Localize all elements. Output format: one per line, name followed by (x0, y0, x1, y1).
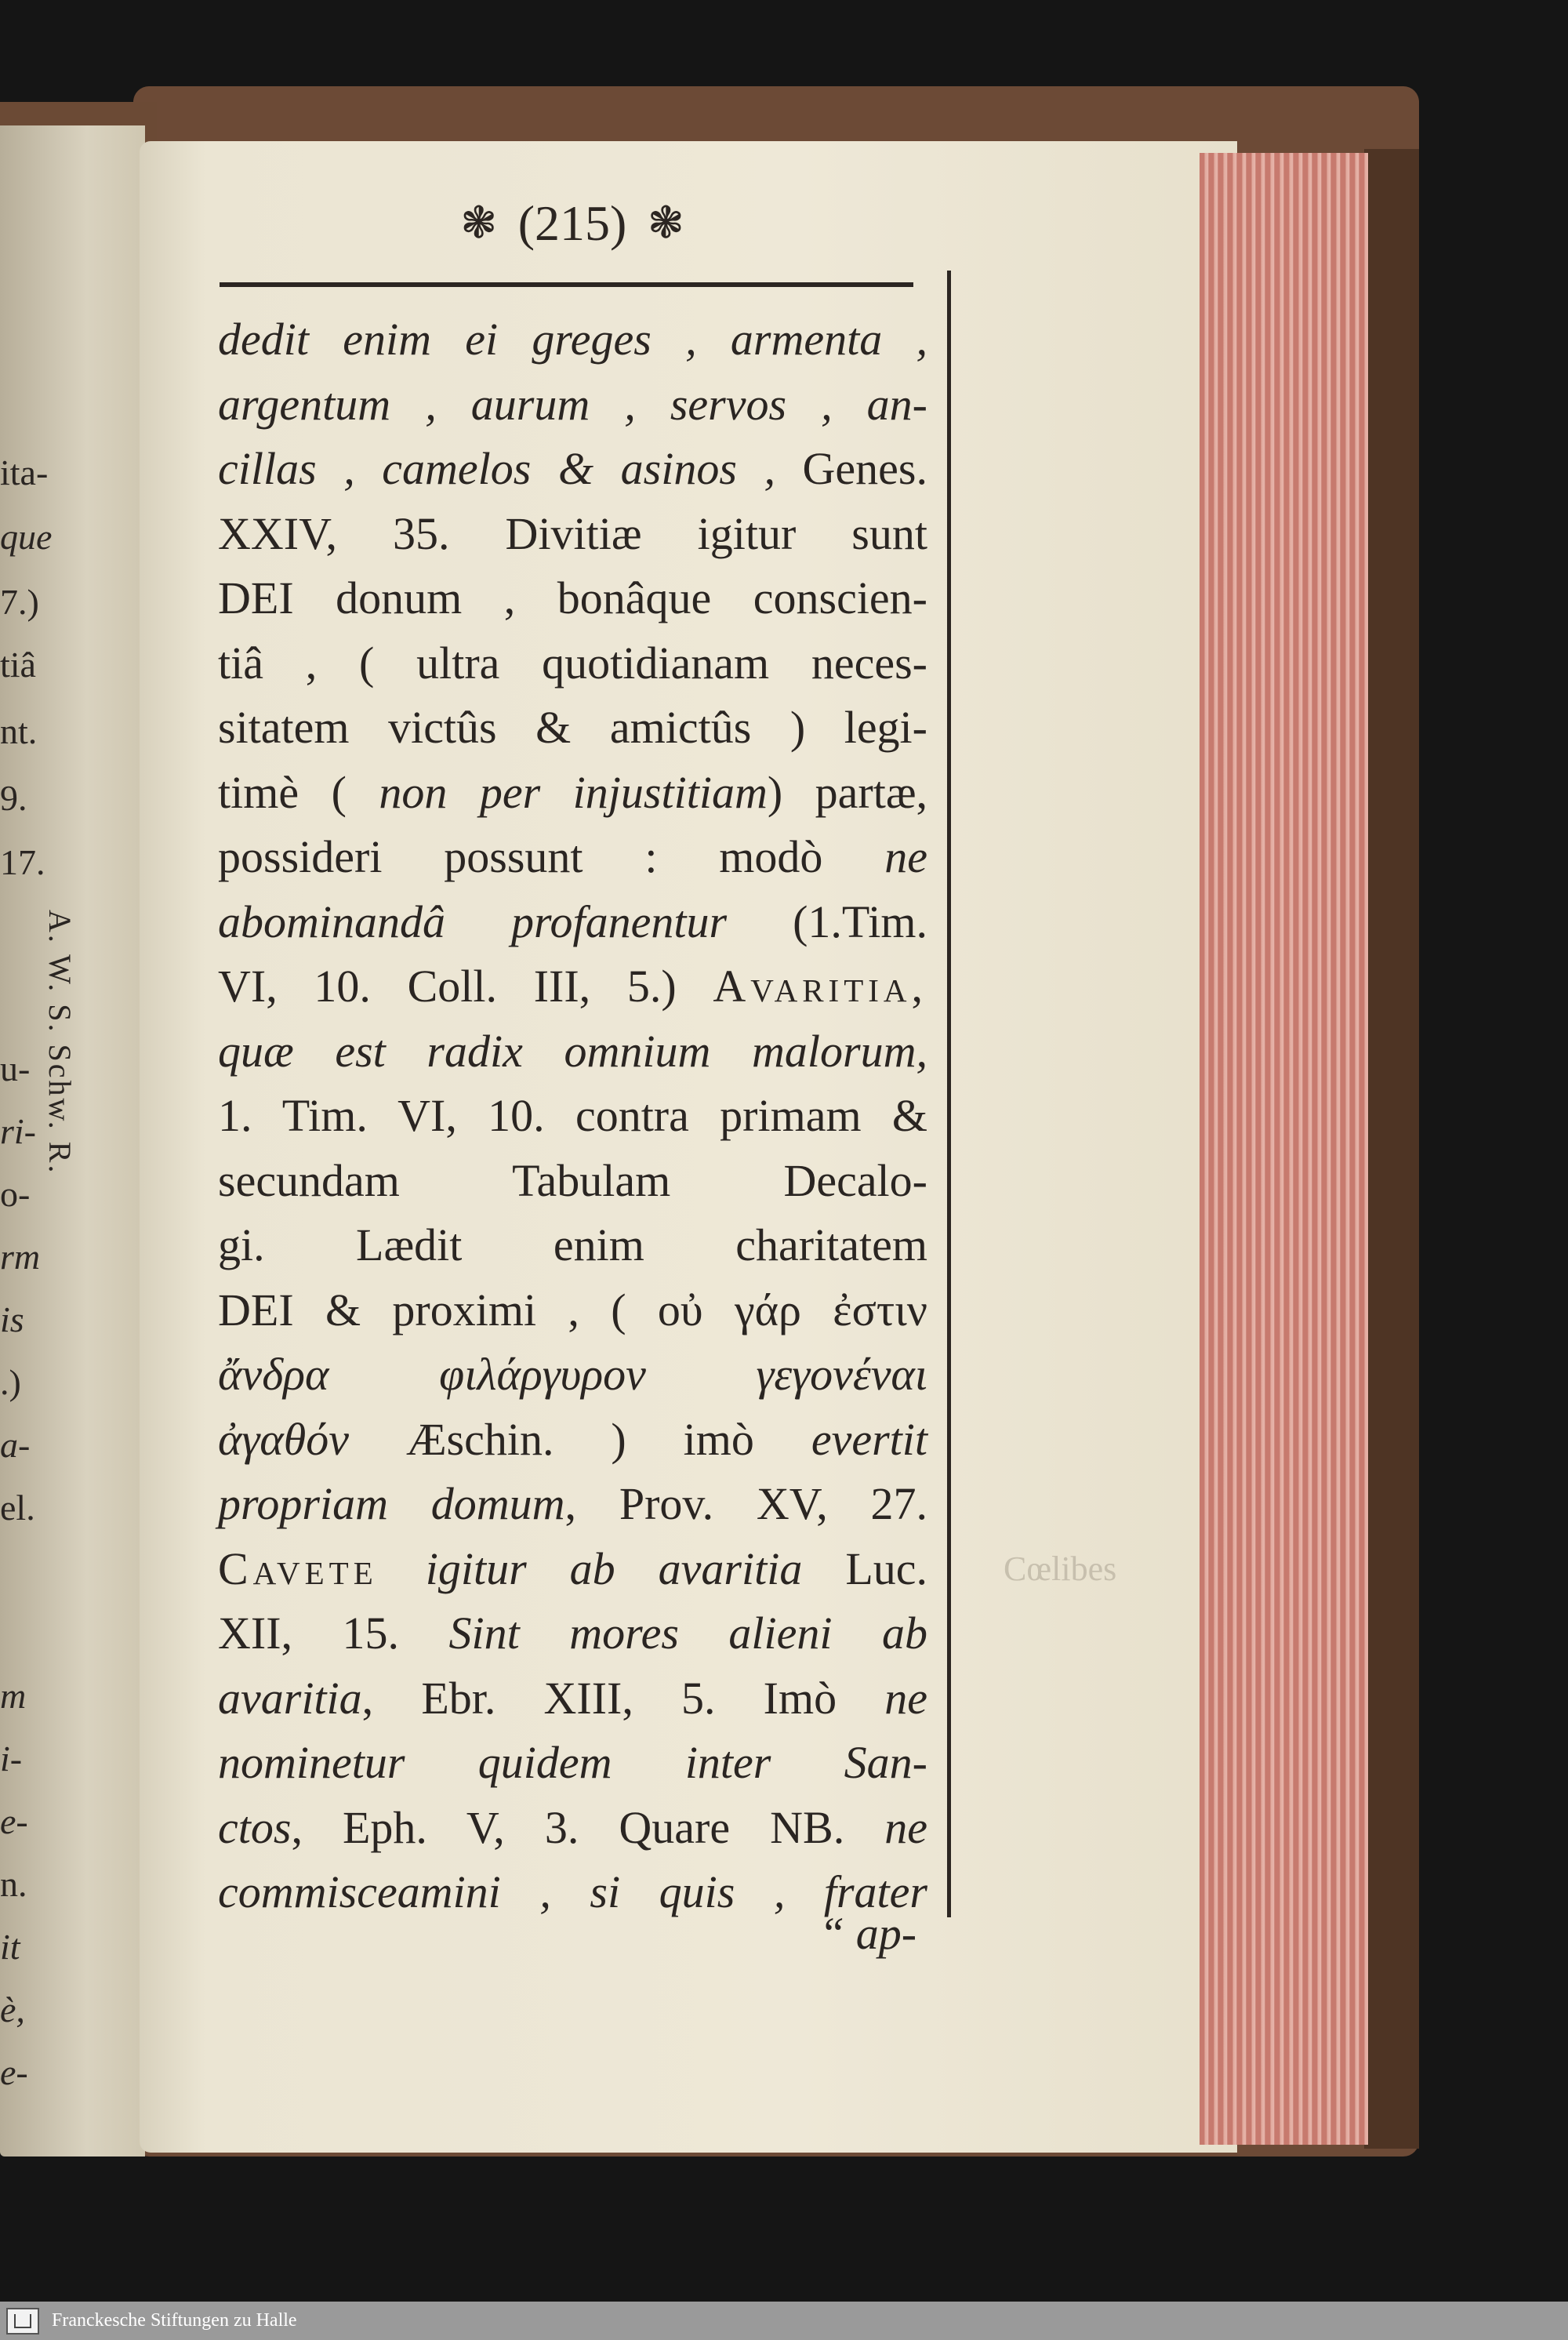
left-page-fragment: it (0, 1927, 20, 1967)
left-page-fragment: i- (0, 1739, 23, 1779)
text-line (218, 1601, 927, 1666)
text-segment: ne (884, 831, 927, 882)
text-segment: evertit (811, 1413, 927, 1465)
text-segment: quæ est radix omnium malorum, (218, 1025, 927, 1077)
text-segment: commisceamini , si quis , frater (218, 1866, 927, 1917)
left-page-fragment: tiâ (0, 645, 36, 685)
institution-logo-icon (6, 2308, 39, 2335)
text-segment: (1.Tim. (793, 896, 927, 947)
catchword: “ ap- (819, 1908, 917, 1959)
text-segment: timè ( (218, 766, 379, 818)
left-page-fragment: ita- (0, 452, 49, 492)
text-line (218, 825, 927, 890)
text-segment: XII, 15. (218, 1608, 449, 1659)
text-segment: 1. Tim. VI, 10. contra primam & (218, 1090, 927, 1141)
page-edge-shadow (1364, 149, 1419, 2149)
page-header (416, 188, 729, 259)
text-segment: , Ebr. XIII, 5. Imò (361, 1672, 885, 1724)
text-segment: XXIV, 35. Divitiæ igitur sunt (218, 507, 927, 559)
text-segment: DEI donum , bonâque conscien- (218, 572, 927, 623)
text-segment: cillas , camelos & asinos , (218, 443, 803, 494)
text-segment: Æschin. ) imò (405, 1413, 811, 1465)
left-page-fragment: 17. (0, 842, 45, 882)
text-line (218, 1796, 927, 1861)
text-segment: Luc. (845, 1542, 927, 1594)
left-page-fragment: u- (0, 1048, 31, 1088)
text-line (218, 696, 927, 761)
text-segment: ne (884, 1801, 927, 1853)
text-line (218, 1343, 927, 1408)
text-line (218, 566, 927, 631)
text-segment: nominetur quidem inter San- (218, 1737, 927, 1788)
text-line (218, 1731, 927, 1796)
text-segment: ne (884, 1672, 927, 1724)
left-page-fragment: a- (0, 1425, 31, 1465)
text-line (218, 372, 927, 438)
text-segment: DEI & proximi , ( οὐ γάρ ἐστιν (218, 1284, 927, 1335)
text-line (218, 1666, 927, 1731)
left-page-fragment: 9. (0, 778, 27, 818)
text-segment: possideri possunt : modò (218, 831, 885, 882)
text-segment: propriam domum (218, 1478, 565, 1529)
text-line (218, 1408, 927, 1473)
text-line (218, 1472, 927, 1537)
page-number: (215) (517, 195, 627, 251)
text-line (218, 761, 927, 826)
left-page-fragment: .) (0, 1362, 21, 1402)
ornament-left-icon: ❃ (460, 199, 498, 248)
left-page-fragment: nt. (0, 711, 38, 751)
text-segment: Sint mores alieni ab (448, 1608, 928, 1659)
left-signature: A. W. S. Schw. R. (42, 910, 78, 1175)
left-page-fragment: que (0, 517, 53, 557)
text-segment: , Eph. V, 3. Quare NB. (291, 1801, 885, 1853)
left-page-fragment: è, (0, 1989, 25, 2029)
text-segment: abominandâ profanentur (218, 896, 793, 947)
left-page-fragment: el. (0, 1488, 35, 1528)
text-segment: ctos (218, 1801, 292, 1853)
left-page-fragment: ri- (0, 1111, 36, 1151)
text-segment: gi. Lædit enim charitatem (218, 1219, 927, 1270)
text-line (218, 307, 927, 372)
text-line (218, 1537, 927, 1602)
text-segment: Cavete (218, 1542, 426, 1594)
left-page-fragment: rm (0, 1237, 41, 1277)
left-page-fragment: o- (0, 1174, 31, 1214)
left-page-fragment: 7.) (0, 582, 39, 622)
footer-institution: Franckesche Stiftungen zu Halle (52, 2310, 297, 2331)
text-line (218, 1019, 927, 1085)
text-segment: igitur ab avaritia (425, 1542, 846, 1594)
text-segment: sitatem victûs & amictûs ) legi- (218, 702, 927, 753)
text-segment: tiâ , ( ultra quotidianam neces- (218, 637, 927, 689)
text-segment: non per injustitiam (379, 766, 768, 818)
text-segment: Genes. (802, 443, 927, 494)
ornament-right-icon: ❃ (647, 199, 684, 248)
text-line (218, 1213, 927, 1278)
text-segment: argentum , aurum , servos , an- (218, 378, 927, 430)
text-line (218, 502, 927, 567)
text-line (218, 1084, 927, 1149)
left-page-fragment: e- (0, 2052, 28, 2092)
body-text (218, 307, 927, 1925)
left-page-fragment: m (0, 1676, 27, 1716)
page-edges (1200, 153, 1368, 2145)
left-page-fragment: is (0, 1299, 24, 1339)
left-page-fragment: e- (0, 1801, 28, 1841)
text-segment: Avaritia, (713, 961, 927, 1012)
header-rule (220, 282, 913, 287)
text-segment: , Prov. XV, 27. (564, 1478, 927, 1529)
text-line (218, 954, 927, 1019)
right-margin-rule (947, 271, 951, 1917)
text-segment: ἀγαθόν (218, 1413, 406, 1465)
text-segment: avaritia (218, 1672, 362, 1724)
footer-bar (0, 2302, 1568, 2340)
text-line (218, 631, 927, 696)
text-line (218, 1149, 927, 1214)
text-segment: ἄνδρα φιλάργυρον γεγονέναι (218, 1349, 927, 1400)
text-segment: VI, 10. Coll. III, 5.) (218, 961, 713, 1012)
text-segment: ) partæ, (767, 766, 928, 818)
bleed-through-text: Cœlibes (1004, 1550, 1117, 1588)
text-line (218, 890, 927, 955)
left-page-fragment: n. (0, 1864, 27, 1904)
text-segment: dedit enim ei greges , armenta , (218, 314, 927, 365)
text-line (218, 437, 927, 502)
text-line (218, 1278, 927, 1343)
text-segment: secundam Tabulam Decalo- (218, 1154, 927, 1206)
